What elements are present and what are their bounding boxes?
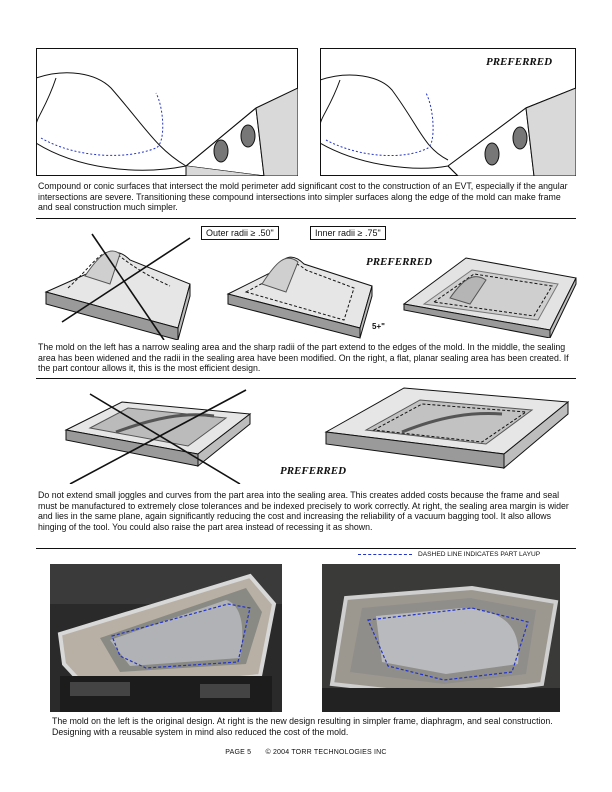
divider-2 <box>36 378 576 379</box>
dashed-line-legend-label: DASHED LINE INDICATES PART LAYUP <box>418 551 541 558</box>
narrow-seal-mold-drawing <box>40 228 200 340</box>
new-design-photo <box>322 564 560 712</box>
dashed-line-swatch <box>358 554 412 555</box>
divider-1 <box>36 218 576 219</box>
original-design-photo <box>50 564 282 712</box>
dashed-line-legend <box>358 551 540 558</box>
wide-margin-mold-figure <box>322 384 572 480</box>
new-design-photo-image <box>322 564 560 712</box>
section2-caption: The mold on the left has a narrow sealing area and the sharp radii of the part extend to the edges of the mold. In the middle, the sealing area has been widened and the radii in the sealing area have been modified. On the right, a flat, planar sealing area has been created. If the part contour allows it, this is the most efficient design. <box>38 342 569 374</box>
section1-caption: Compound or conic surfaces that intersect the mold perimeter add significant cost to the construction of an EVT, especially if the angular intersections are severe. Transitioning these compound intersections into simpler surfaces along the edge of the mold can make frame and seal construction much simpler. <box>38 181 568 213</box>
preferred-label-1: PREFERRED <box>486 56 553 68</box>
planar-seal-mold-drawing <box>400 252 578 338</box>
section3-caption: Do not extend small joggles and curves from the part area into the sealing area. This creates added costs because the frame and seal must be manufactured to extremely close tolerances and be indexed precisely to work correctly. At right, the sealing area margin is wider and lies in the same plane, again significantly reducing the cost and increasing the reliability of a vacuum bagging tool. It also allows hinging of the tool. You could also raise the part area instead of recessing it as shown. <box>38 490 569 532</box>
original-design-photo-image <box>50 564 282 712</box>
page-footer <box>0 749 612 756</box>
copyright: © 2004 TORR TECHNOLOGIES INC <box>265 749 387 756</box>
planar-seal-mold-figure <box>400 252 578 338</box>
compound-surface-drawing-left <box>36 48 298 176</box>
section4-caption: The mold on the left is the original design. At right is the new design resulting in simpler frame, diaphragm, and seal construction. Designing with a reusable system in mind also reduced the cost of the mold. <box>52 716 553 737</box>
wider-seal-mold-drawing <box>222 240 382 340</box>
inner-radii-label: Inner radii ≥ .75" <box>310 226 386 240</box>
preferred-label-2: PREFERRED <box>366 256 433 268</box>
wider-seal-mold-figure <box>222 240 382 340</box>
divider-3 <box>36 548 576 549</box>
outer-radii-label: Outer radii ≥ .50" <box>201 226 279 240</box>
preferred-label-3: PREFERRED <box>280 465 347 477</box>
joggle-mold-figure <box>64 388 260 484</box>
page-number: PAGE 5 <box>225 749 252 756</box>
compound-surface-figure-right <box>320 48 576 176</box>
dimension-label: 5+" <box>372 322 385 331</box>
joggle-mold-drawing <box>64 388 260 484</box>
wide-margin-mold-drawing <box>322 384 572 480</box>
narrow-seal-mold-figure <box>40 228 200 340</box>
compound-surface-figure-left <box>36 48 298 176</box>
